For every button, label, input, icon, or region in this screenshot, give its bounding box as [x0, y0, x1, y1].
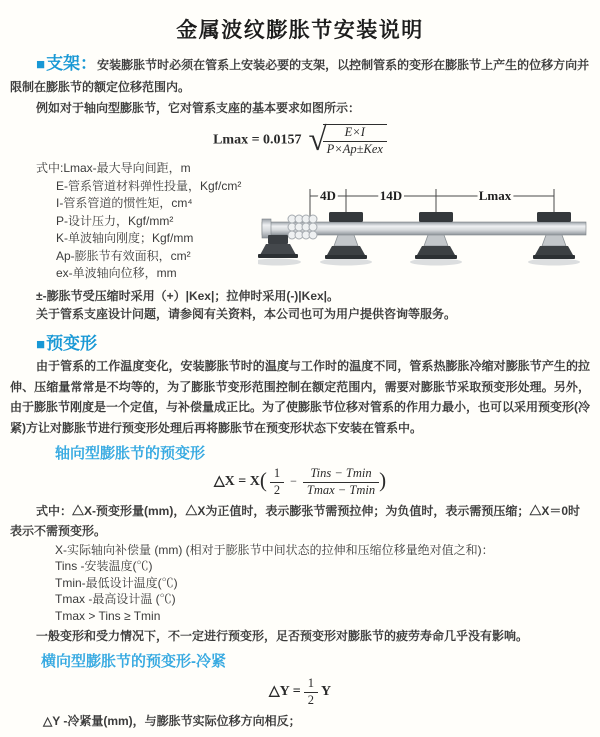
definition-item: K-单波轴向刚度；Kgf/mm: [56, 231, 194, 246]
pipe-support-diagram: [258, 182, 590, 284]
formula-rhs: Y: [320, 683, 332, 699]
definition-item: P-设计压力，Kgf/mm²: [56, 213, 174, 228]
formula-lhs: △X = X: [213, 474, 260, 490]
fraction-numerator: 1: [304, 676, 318, 693]
one-half-fraction: [270, 466, 284, 498]
fraction-numerator: 1: [270, 466, 284, 483]
support-shadows: [258, 259, 580, 266]
pipe-support: [415, 212, 457, 259]
symbol-definitions-list: [10, 160, 258, 287]
support-intro-text: 安装膨胀节时必须在管系上安装必要的支架，以控制管系的变形在膨胀节上产生的位移方向并限制在膨胀节的额定位移范围内。: [10, 58, 590, 94]
temperature-ratio-fraction: [303, 466, 379, 498]
plus-minus-note: ±-膨胀节受压缩时采用（+）|Kex|；拉伸时采用(-)|Kex|。: [36, 289, 340, 304]
dim-label-14d: 14D: [379, 188, 403, 204]
axial-subheading: 轴向型膨胀节的预变形: [55, 445, 206, 463]
definition-item: Ap-膨胀节有效面积，cm²: [56, 248, 191, 263]
support-closing-line: 关于管系支座设计问题，请参阅有关资料，本公司也可为用户提供咨询等服务。: [36, 307, 457, 322]
note-line: Tmax > Tins ≥ Tmin: [55, 608, 161, 623]
support-section-title: 支架：: [46, 54, 98, 73]
axial-notes-list: [10, 542, 590, 625]
fraction-numerator: Tins − Tmin: [303, 466, 379, 483]
lateral-subheading: 横向型膨胀节的预变形-冷紧: [41, 653, 226, 670]
predeform-section-heading: [10, 329, 590, 354]
formula-numerator: E×I: [323, 125, 387, 142]
close-paren: ): [379, 467, 387, 492]
pipe-support: [533, 212, 575, 259]
formula-fraction: [323, 124, 387, 157]
note-line: Tins -安装温度(℃): [55, 559, 153, 573]
dim-label-4d: 4D: [320, 188, 336, 204]
sqrt-radical-icon: √: [308, 121, 327, 158]
axial-general-note: 一般变形和受力情况下，不一定进行预变形，足否预变形对膨胀节的疲劳寿命几乎没有影响。: [36, 629, 529, 643]
fraction-denominator: 2: [307, 692, 314, 707]
formula-lhs: △Y =: [268, 683, 301, 699]
note-line: Tmin-最低设计温度(℃): [55, 575, 178, 590]
open-paren: (: [259, 467, 267, 492]
note-line: Tmax -最高设计温 (℃): [55, 592, 176, 606]
pipe-support-diagram-wrap: [258, 182, 590, 287]
predeform-paragraph: 由于管系的工作温度变化，安装膨胀节时的温度与工作时的温度不同，管系热膨胀冷缩对膨胀节产生的拉伸、压缩量常常是不均等的，为了膨胀节变形范围控制在额定范围内，需要对膨胀节采取预变形处理。另外，由于膨胀节刚度是一个定值，与补偿量成正比。为了使膨胀节位移对管系的作用力最小，也可以采用预变形(冷紧)方让对膨胀节进行预变形处理后再将膨胀节在预变形状态下安装在管系中。: [10, 359, 591, 435]
predeform-section-title: 预变形: [46, 334, 98, 354]
pipe-support: [325, 212, 367, 259]
note-line: X-实际轴向补偿量 (mm) (相对于膨胀节中间状态的拉伸和压缩位移量绝对值之和)：: [55, 542, 494, 557]
definition-item: ex-单波轴向位移，mm: [56, 266, 177, 281]
section-marker-icon: ■: [36, 336, 46, 354]
formula-lhs: Lmax = 0.0157: [213, 132, 302, 148]
lateral-coldpull-formula: [10, 676, 590, 708]
axial-formula-explanation: 式中：△X-预变形量(mm)，△X为正值时，表示膨张节需预拉伸；为负值时，表示需预压缩；△X＝0时表示不需预变形。: [10, 503, 581, 538]
lateral-note-line: △Y -冷紧量(mm)，与膨胀节实际位移方向相反；: [43, 714, 301, 729]
formula-denominator: P×Ap±Kex: [326, 141, 383, 156]
definition-item: E-管系管道材料弹性投量，Kgf/cm²: [56, 178, 242, 193]
page-title: 金属波纹膨胀节安装说明: [176, 19, 424, 42]
lmax-guide-spacing-formula: [10, 121, 590, 158]
one-half-fraction: [304, 676, 318, 708]
dim-label-lmax: Lmax: [478, 188, 512, 204]
support-intro-paragraph: [10, 53, 590, 98]
support-example-line: 例如对于轴向型膨胀节，它对管系支座的基本要求如图所示：: [36, 101, 361, 115]
fraction-denominator: Tmax − Tmin: [306, 482, 376, 497]
fraction-denominator: 2: [273, 482, 281, 497]
definitions-and-diagram-row: [10, 160, 590, 287]
axial-predeform-formula: [10, 466, 590, 498]
bellows-icon: [288, 215, 317, 239]
minus-operator: −: [290, 474, 297, 489]
support-section-label: [36, 54, 97, 73]
definition-item: I-管系管道的惯性矩，cm⁴: [56, 196, 193, 211]
definition-item: 式中:Lmax-最大导向间距，m: [36, 161, 191, 176]
section-marker-icon: ■: [36, 56, 46, 73]
